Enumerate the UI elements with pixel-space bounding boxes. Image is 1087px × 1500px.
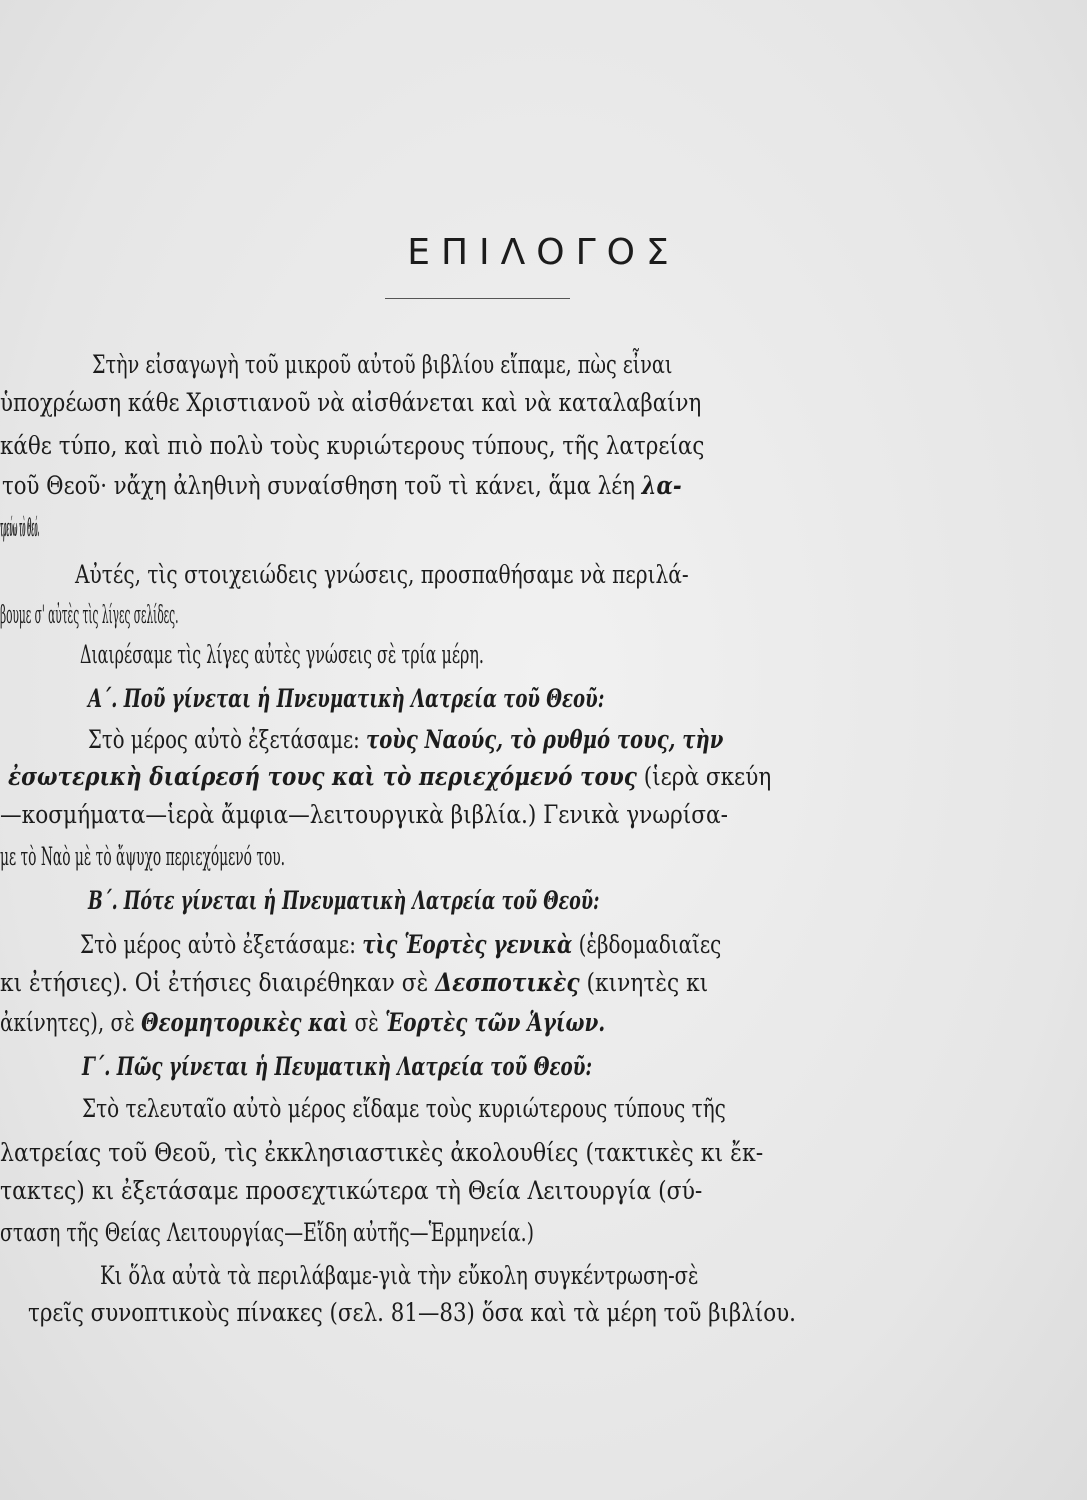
text-run: Αὐτές, τὶς στοιχειώδεις γνώσεις, προσπαθήσαμε νὰ περιλά- — [75, 560, 689, 589]
text-run: λατρείας τοῦ Θεοῦ, τὶς ἐκκλησιαστικὲς ἀκολουθίες (τακτικὲς κι ἔκ- — [0, 1138, 764, 1167]
text-run: (ἱερὰ σκεύη — [636, 762, 772, 791]
text-line — [0, 844, 600, 869]
text-line — [82, 1054, 875, 1079]
text-line — [0, 433, 932, 458]
text-line — [100, 1263, 948, 1288]
text-line — [0, 802, 942, 827]
text-run: Στὸ μέρος αὐτὸ ἐξετάσαμε: — [80, 930, 363, 959]
text-run: —κοσμήματα—ἱερὰ ἄμφια—λειτουργικὰ βιβλία.) Γενικὰ γνωρίσα- — [0, 800, 728, 829]
text-run: τακτες) κι ἐξετάσαμε προσεχτικώτερα τὴ Θεία Λειτουργία (σύ- — [0, 1176, 703, 1205]
text-run: κι ἐτήσιες). Οἱ ἐτήσιες διαιρέθηκαν σὲ — [0, 968, 436, 997]
emphasis-text: Β΄. Πότε γίνεται ἡ Πνευματικὴ Λατρεία τοῦ Θεοῦ: — [88, 886, 600, 915]
text-run: τρεῖς συνοπτικοὺς πίνακες (σελ. 81—83) ὅσα καὶ τὰ μέρη τοῦ βιβλίου. — [28, 1298, 796, 1327]
emphasis-text: τρεύω τὸ Θεό. — [0, 513, 40, 542]
page-title: ΕΠΙΛΟΓΟΣ — [407, 232, 680, 273]
text-line — [82, 1096, 950, 1121]
title-underline — [385, 298, 570, 299]
text-line — [28, 1300, 958, 1325]
text-run: ὑποχρέωση κάθε Χριστιανοῦ νὰ αἰσθάνεται καὶ νὰ καταλαβαίνη — [0, 388, 702, 417]
text-line — [75, 562, 950, 587]
text-line — [0, 1140, 958, 1165]
text-line — [88, 888, 850, 913]
text-run: τοῦ Θεοῦ· νἄχη ἀληθινὴ συναίσθηση τοῦ τὶ κάνει, ἅμα λέη — [2, 471, 642, 500]
emphasis-text: τὶς Ἑορτὲς γενικὰ — [362, 930, 573, 959]
text-run: Διαιρέσαμε τὶς λίγες αὐτὲς γνώσεις σὲ τρία μέρη. — [80, 640, 484, 669]
text-run: Στὴν εἰσαγωγὴ τοῦ μικροῦ αὐτοῦ βιβλίου εἴπαμε, πὼς εἶναι — [92, 350, 673, 379]
text-line — [0, 515, 210, 540]
emphasis-text: Ἑορτὲς τῶν Ἁγίων. — [385, 1008, 606, 1037]
text-line — [0, 1178, 952, 1203]
emphasis-text: λα- — [641, 471, 682, 500]
emphasis-text: Θεομητορικὲς καὶ — [141, 1008, 349, 1037]
text-line — [80, 932, 945, 957]
text-run: Στὸ μέρος αὐτὸ ἐξετάσαμε: — [88, 725, 367, 754]
text-line — [0, 1220, 822, 1245]
emphasis-text: ἐσωτερικὴ διαίρεσή τους καὶ τὸ περιεχόμενό τους — [8, 762, 637, 791]
text-run: (ἑβδομαδιαῖες — [572, 930, 722, 959]
text-run: (κινητὲς κι — [579, 968, 709, 997]
text-run: ἀκίνητες), σὲ — [0, 1008, 142, 1037]
text-line — [2, 473, 925, 498]
text-run: κάθε τύπο, καὶ πιὸ πολὺ τοὺς κυριώτερους τύπους, τῆς λατρείας — [0, 431, 705, 460]
emphasis-text: Γ΄. Πῶς γίνεται ἡ Πευματικὴ Λατρεία τοῦ Θεοῦ: — [82, 1052, 593, 1081]
text-run: σταση τῆς Θείας Λειτουργίας—Εἴδη αὐτῆς—Ἑρμηνεία.) — [0, 1218, 535, 1247]
text-line — [0, 390, 928, 415]
emphasis-text: τοὺς Ναούς, τὸ ρυθμό τους, τὴν — [366, 725, 724, 754]
text-line — [0, 602, 460, 627]
text-run: Κι ὅλα αὐτὰ τὰ περιλάβαμε-γιὰ τὴν εὔκολη συγκέντρωση-σὲ — [100, 1261, 699, 1290]
text-run: με τὸ Ναὸ μὲ τὸ ἄψυχο περιεχόμενό του. — [0, 842, 286, 871]
text-line — [0, 1010, 865, 1035]
emphasis-text: Α΄. Ποῦ γίνεται ἡ Πνευματικὴ Λατρεία τοῦ Θεοῦ: — [88, 684, 605, 713]
text-line — [88, 727, 940, 752]
text-run: Στὸ τελευταῖο αὐτὸ μέρος εἴδαμε τοὺς κυριώτερους τύπους τῆς — [82, 1094, 726, 1123]
text-line — [80, 642, 770, 667]
emphasis-text: Δεσποτικὲς — [435, 968, 580, 997]
text-run: σὲ — [348, 1008, 386, 1037]
text-line — [88, 686, 875, 711]
text-line — [8, 764, 945, 789]
text-line — [0, 970, 945, 995]
text-run: βουμε σ' αὐτὲς τὶς λίγες σελίδες. — [0, 600, 179, 629]
text-line — [92, 352, 925, 377]
